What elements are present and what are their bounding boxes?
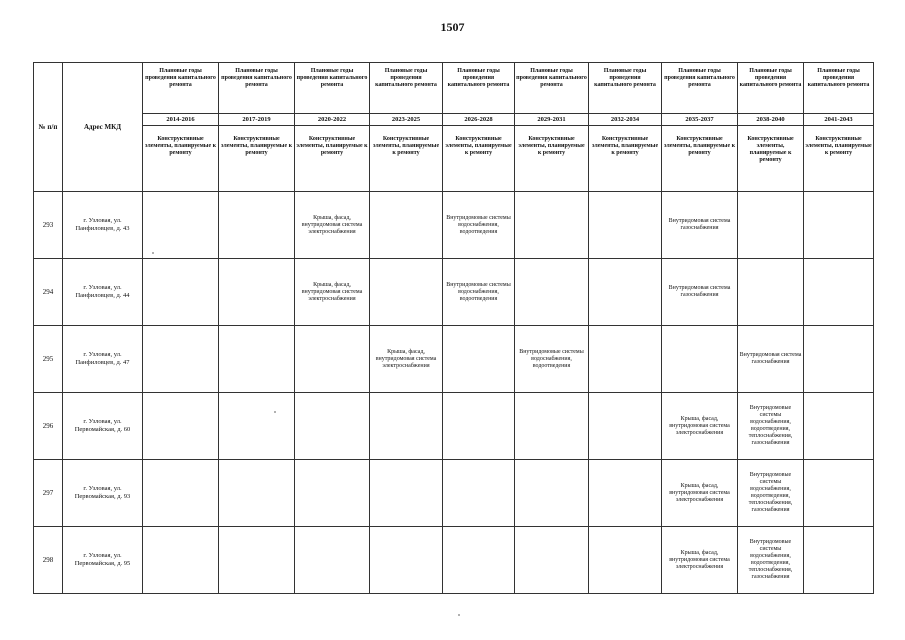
repair-elements-cell [515, 460, 589, 527]
header-elements: Конструктивные элементы, планируемые к ремонту [589, 126, 662, 192]
header-years-title: Плановые годы проведения капитального ремонта [515, 63, 589, 114]
repair-elements-cell [219, 460, 295, 527]
repair-elements-cell [589, 192, 662, 259]
repair-elements-cell: Внутридомовая система газоснабжения [738, 326, 804, 393]
scan-artifact [274, 411, 276, 413]
repair-elements-cell [219, 393, 295, 460]
repair-elements-cell [219, 527, 295, 594]
repair-elements-cell [443, 393, 515, 460]
repair-elements-cell [515, 527, 589, 594]
repair-elements-cell [589, 326, 662, 393]
header-period: 2029-2031 [515, 114, 589, 126]
repair-elements-cell: Внутридомовые системы водоснабжения, водоотведения [515, 326, 589, 393]
repair-elements-cell: Крыша, фасад, внутридомовая система электроснабжения [662, 393, 738, 460]
table-row [34, 393, 874, 460]
row-number: 298 [34, 527, 63, 594]
repair-elements-cell [295, 460, 370, 527]
repair-elements-cell [370, 192, 443, 259]
header-elements: Конструктивные элементы, планируемые к ремонту [143, 126, 219, 192]
repair-elements-cell [804, 393, 874, 460]
repair-elements-cell [662, 326, 738, 393]
repair-elements-cell [219, 259, 295, 326]
repair-elements-cell: Крыша, фасад, внутридомовая система электроснабжения [295, 192, 370, 259]
repair-elements-cell [443, 326, 515, 393]
repair-elements-cell: Крыша, фасад, внутридомовая система электроснабжения [370, 326, 443, 393]
row-number: 296 [34, 393, 63, 460]
header-years-title: Плановые годы проведения капитального ремонта [219, 63, 295, 114]
header-period: 2032-2034 [589, 114, 662, 126]
header-years-title: Плановые годы проведения капитального ремонта [589, 63, 662, 114]
repair-elements-cell [143, 192, 219, 259]
header-period: 2014-2016 [143, 114, 219, 126]
header-elements: Конструктивные элементы, планируемые к ремонту [662, 126, 738, 192]
repair-elements-cell [443, 527, 515, 594]
header-elements: Конструктивные элементы, планируемые к ремонту [804, 126, 874, 192]
repair-elements-cell: Внутридомовые системы водоснабжения, водоотведения, теплоснабжения, газоснабжения [738, 393, 804, 460]
header-address: Адрес МКД [63, 63, 143, 192]
row-address: г. Узловая, ул. Первомайская, д. 60 [63, 393, 143, 460]
scan-artifact [458, 614, 460, 616]
repair-elements-cell [295, 527, 370, 594]
table-row [34, 192, 874, 259]
header-period: 2017-2019 [219, 114, 295, 126]
repair-elements-cell [589, 393, 662, 460]
table-row [34, 326, 874, 393]
header-years-title: Плановые годы проведения капитального ремонта [370, 63, 443, 114]
repair-elements-cell [443, 460, 515, 527]
row-number: 293 [34, 192, 63, 259]
repair-elements-cell [738, 192, 804, 259]
repair-elements-cell: Внутридомовые системы водоснабжения, водоотведения, теплоснабжения, газоснабжения [738, 460, 804, 527]
scan-artifact [152, 252, 154, 254]
header-years-title: Плановые годы проведения капитального ремонта [738, 63, 804, 114]
repair-schedule-table [33, 62, 874, 594]
repair-elements-cell [295, 393, 370, 460]
page-number: 1507 [440, 20, 465, 34]
repair-elements-cell [515, 192, 589, 259]
repair-elements-cell [804, 192, 874, 259]
table-row [34, 527, 874, 594]
repair-elements-cell [738, 259, 804, 326]
row-address: г. Узловая, ул. Панфиловцев, д. 43 [63, 192, 143, 259]
header-period: 2023-2025 [370, 114, 443, 126]
repair-elements-cell [804, 527, 874, 594]
row-number: 297 [34, 460, 63, 527]
row-address: г. Узловая, ул. Панфиловцев, д. 47 [63, 326, 143, 393]
header-elements: Конструктивные элементы, планируемые к ремонту [515, 126, 589, 192]
header-years-title: Плановые годы проведения капитального ремонта [662, 63, 738, 114]
repair-elements-cell: Внутридомовая система газоснабжения [662, 192, 738, 259]
header-years-title: Плановые годы проведения капитального ремонта [804, 63, 874, 114]
repair-elements-cell [219, 326, 295, 393]
repair-elements-cell: Крыша, фасад, внутридомовая система электроснабжения [295, 259, 370, 326]
repair-elements-cell [370, 460, 443, 527]
header-period: 2038-2040 [738, 114, 804, 126]
repair-elements-cell: Внутридомовые системы водоснабжения, водоотведения, теплоснабжения, газоснабжения [738, 527, 804, 594]
repair-elements-cell [804, 460, 874, 527]
row-address: г. Узловая, ул. Первомайская, д. 93 [63, 460, 143, 527]
repair-elements-cell [370, 393, 443, 460]
repair-elements-cell [370, 259, 443, 326]
repair-elements-cell [143, 393, 219, 460]
repair-elements-cell [143, 460, 219, 527]
repair-elements-cell: Внутридомовые системы водоснабжения, водоотведения [443, 192, 515, 259]
header-elements: Конструктивные элементы, планируемые к ремонту [443, 126, 515, 192]
header-elements: Конструктивные элементы, планируемые к ремонту [738, 126, 804, 192]
table-row [34, 460, 874, 527]
row-number: 294 [34, 259, 63, 326]
repair-elements-cell [589, 259, 662, 326]
header-elements: Конструктивные элементы, планируемые к ремонту [370, 126, 443, 192]
row-address: г. Узловая, ул. Панфиловцев, д. 44 [63, 259, 143, 326]
repair-elements-cell [589, 527, 662, 594]
header-years-title: Плановые годы проведения капитального ремонта [443, 63, 515, 114]
repair-elements-cell: Внутридомовые системы водоснабжения, водоотведения [443, 259, 515, 326]
repair-elements-cell: Крыша, фасад, внутридомовая система электроснабжения [662, 460, 738, 527]
row-address: г. Узловая, ул. Первомайская, д. 95 [63, 527, 143, 594]
repair-elements-cell [515, 393, 589, 460]
table-row [34, 259, 874, 326]
repair-elements-cell [143, 259, 219, 326]
header-elements: Конструктивные элементы, планируемые к ремонту [219, 126, 295, 192]
repair-elements-cell: Внутридомовая система газоснабжения [662, 259, 738, 326]
header-years-title: Плановые годы проведения капитального ремонта [143, 63, 219, 114]
header-years-title: Плановые годы проведения капитального ремонта [295, 63, 370, 114]
repair-elements-cell: Крыша, фасад, внутридомовая система электроснабжения [662, 527, 738, 594]
header-elements: Конструктивные элементы, планируемые к ремонту [295, 126, 370, 192]
repair-elements-cell [589, 460, 662, 527]
repair-elements-cell [143, 527, 219, 594]
header-period: 2026-2028 [443, 114, 515, 126]
repair-elements-cell [219, 192, 295, 259]
repair-elements-cell [804, 326, 874, 393]
repair-elements-cell [804, 259, 874, 326]
repair-elements-cell [515, 259, 589, 326]
repair-elements-cell [370, 527, 443, 594]
header-period: 2035-2037 [662, 114, 738, 126]
header-period: 2041-2043 [804, 114, 874, 126]
row-number: 295 [34, 326, 63, 393]
repair-elements-cell [143, 326, 219, 393]
repair-elements-cell [295, 326, 370, 393]
header-period: 2020-2022 [295, 114, 370, 126]
header-row-number: № п/п [34, 63, 63, 192]
